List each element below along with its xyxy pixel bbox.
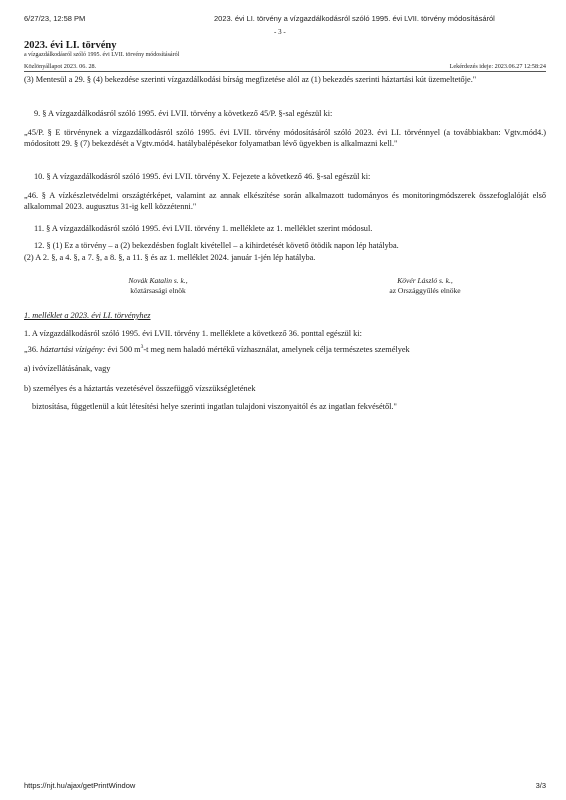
definition-number: „36.: [24, 345, 39, 354]
meta-row: [24, 63, 546, 70]
signature-speaker-role: az Országgyűlés elnöke: [389, 286, 461, 295]
page-marker: - 3 -: [274, 28, 286, 36]
paragraph-3: (3) Mentesül a 29. § (4) bekezdése szerinti vízgazdálkodási bírság megfizetése alól az (1) bekezdés szerinti háztartási kút üzemeltetője.": [24, 75, 477, 84]
signature-president-role: köztársasági elnök: [130, 286, 186, 295]
definition-text-a: évi 500 m: [107, 345, 141, 354]
print-title: 2023. évi LI. törvény a vízgazdálkodásról szóló 1995. évi LVII. törvény módosításáról: [214, 14, 495, 23]
signature-president: [88, 276, 228, 296]
annex-heading: 1. melléklet a 2023. évi LI. törvényhez: [24, 311, 151, 320]
section-10: 10. § A vízgazdálkodásról szóló 1995. évi LVII. törvény X. Fejezete a következő 46. §-sal egészül ki:: [34, 172, 371, 181]
law-title: 2023. évi LI. törvény: [24, 40, 117, 51]
page-url[interactable]: https://njt.hu/ajax/getPrintWindow: [24, 781, 136, 790]
annex-item-b: b) személyes és a háztartás vezetésével összefüggő vízszükségletének: [24, 384, 256, 393]
section-12-1: 12. § (1) Ez a törvény – a (2) bekezdésben foglalt kivétellel – a kihirdetését követő ötödik napon lép hatályba.: [34, 241, 399, 250]
annex-item-a: a) ivóvízellátásának, vagy: [24, 364, 111, 373]
section-9-quote: „45/P. § E törvénynek a vízgazdálkodásról szóló 1995. évi LVII. törvény módosításáról szóló 2023. évi LI. törvénnyel (a továbbiakban: Vgtv.mód4.) módosított 29. § (7) bekezdését a Vgtv.mód4. hatálybalépésekor folyamatban lévő ügyekben is alkalmazni kell.": [24, 128, 546, 149]
annex-intro: 1. A vízgazdálkodásról szóló 1995. évi LVII. törvény 1. melléklete a következő 36. ponttal egészül ki:: [24, 329, 362, 338]
law-subtitle: a vízgazdálkodásról szóló 1995. évi LVII. törvény módosításáról: [24, 52, 180, 58]
section-10-quote: „46. § A vízkészletvédelmi országtérképet, valamint az annak elkészítése során alkalmazott tudományos és monitoringmódszerek összefoglalóját első alkalommal 2023. augusztus 31-ig kell közzétenni.": [24, 191, 546, 212]
header-divider: [24, 71, 546, 72]
signature-speaker-name: Kövér László s. k.,: [397, 276, 453, 285]
annex-closing: biztosítása, függetlenül a kút létesítési helye szerinti ingatlan tulajdoni viszonyaitól és az ingatlan fekvésétől.": [32, 402, 397, 411]
signature-president-name: Novák Katalin s. k.,: [128, 276, 188, 285]
definition-term: háztartási vízigény:: [40, 345, 106, 354]
section-9: 9. § A vízgazdálkodásról szóló 1995. évi LVII. törvény a következő 45/P. §-sal egészül ki:: [34, 109, 333, 118]
annex-definition: [24, 344, 546, 355]
retrieval-time: Lekérdezés ideje: 2023.06.27 12:58:24: [449, 63, 546, 70]
gazette-state: Közlönyállapot 2023. 06. 28.: [24, 63, 97, 70]
definition-text-b: -t meg nem haladó mértékű vízhasználat, amelynek célja természetes személyek: [143, 345, 410, 354]
page-count: 3/3: [535, 781, 546, 790]
signature-speaker: [350, 276, 500, 296]
section-12-2: (2) A 2. §, a 4. §, a 7. §, a 8. §, a 11. § és az 1. melléklet 2024. január 1-jén lép hatályba.: [24, 253, 316, 262]
definition-superscript: 3: [140, 344, 144, 351]
section-11: 11. § A vízgazdálkodásról szóló 1995. évi LVII. törvény 1. melléklete az 1. melléklet szerint módosul.: [34, 224, 373, 233]
print-date: 6/27/23, 12:58 PM: [24, 14, 86, 23]
print-footer: [24, 781, 546, 790]
